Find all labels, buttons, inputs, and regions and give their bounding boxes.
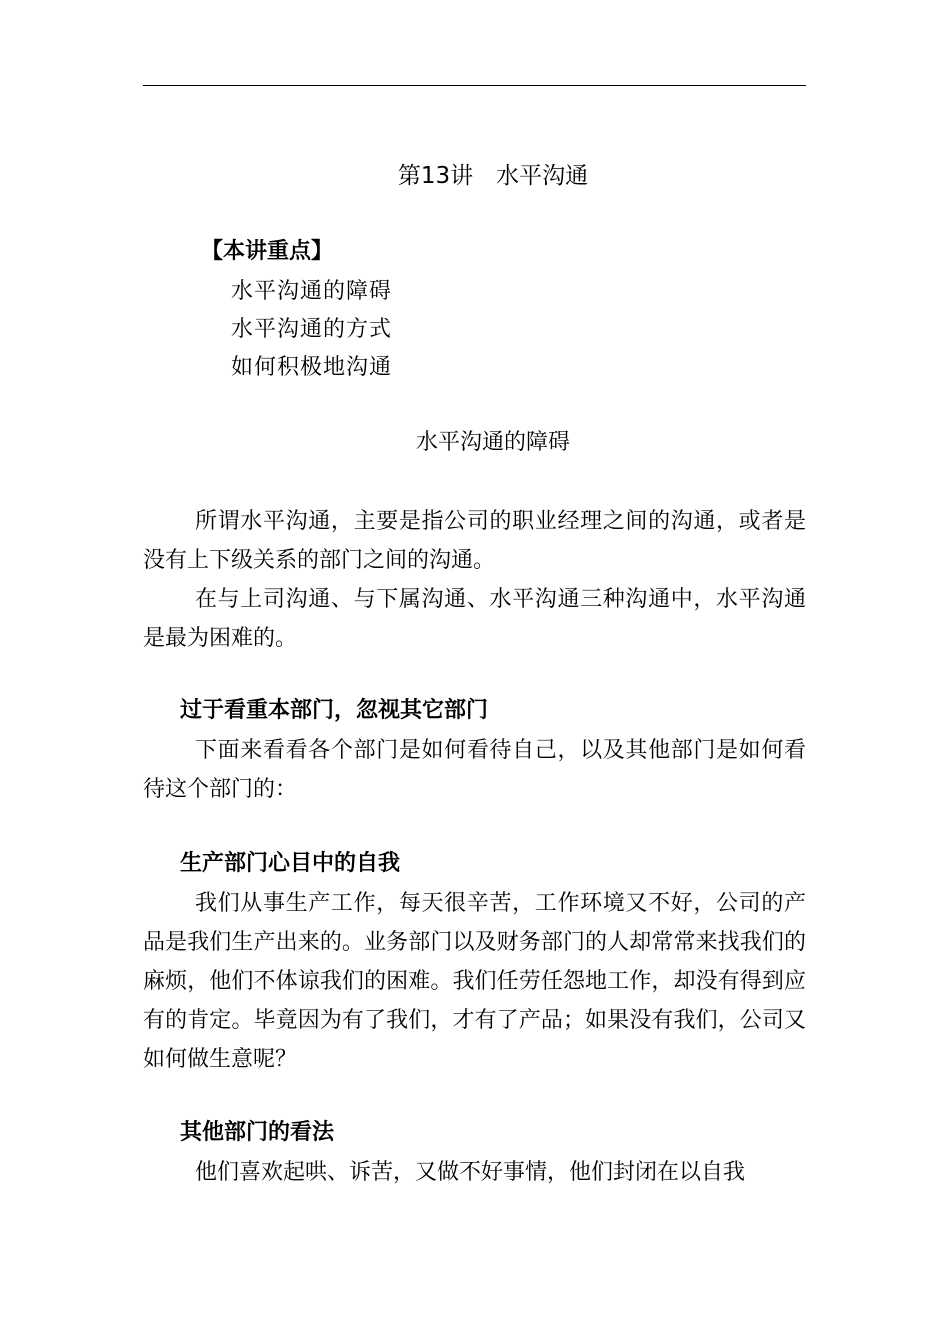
focus-heading: 【本讲重点】	[201, 239, 334, 264]
focus-item: 如何积极地沟通	[231, 355, 393, 380]
subsection-text: 我们从事生产工作，每天很辛苦，工作环境又不好，公司的产品是我们生产出来的。业务部门以及财务部门的人却常常来找我们的麻烦，他们不体谅我们的困难。我们任劳任怨地工作，却没有得到应有的肯定。毕竟因为有了我们，才有了产品；如果没有我们，公司又如何做生意呢？	[143, 891, 806, 1072]
paragraph: 在与上司沟通、与下属沟通、水平沟通三种沟通中，水平沟通是最为困难的。	[143, 587, 806, 651]
subsection-heading: 其他部门的看法	[180, 1120, 335, 1145]
focus-item: 水平沟通的障碍	[231, 279, 393, 304]
subsection-heading: 过于看重本部门，忽视其它部门	[180, 698, 489, 723]
subsection-text: 下面来看看各个部门是如何看待自己，以及其他部门是如何看待这个部门的：	[143, 738, 806, 802]
section-title: 水平沟通的障碍	[415, 430, 570, 455]
focus-item: 水平沟通的方式	[231, 317, 393, 342]
subsection-text: 他们喜欢起哄、诉苦，又做不好事情，他们封闭在以自我	[195, 1160, 746, 1185]
header-rule	[143, 85, 806, 86]
subsection-heading: 生产部门心目中的自我	[180, 851, 401, 876]
focus-list	[231, 273, 392, 387]
lecture-title: 第13讲 水平沟通	[397, 163, 589, 189]
paragraph: 所谓水平沟通，主要是指公司的职业经理之间的沟通，或者是没有上下级关系的部门之间的沟通。	[143, 509, 806, 573]
